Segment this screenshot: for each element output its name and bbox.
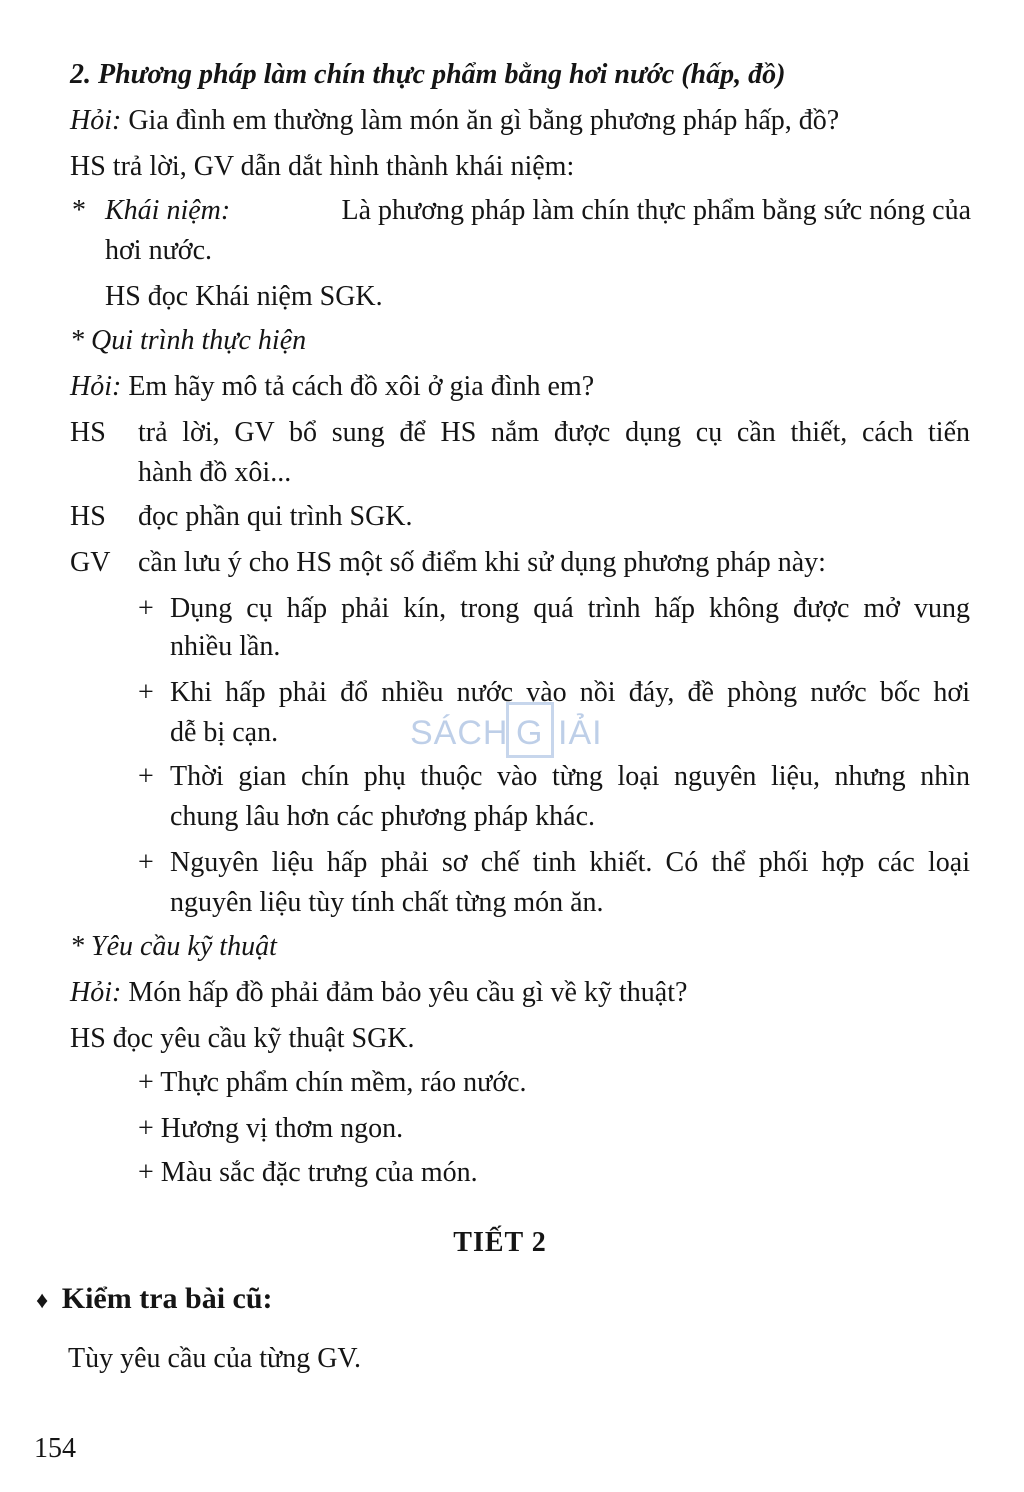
process-heading: * Qui trình thực hiện	[70, 325, 307, 356]
note-marker: +	[138, 847, 154, 878]
concept-line-2: hơi nước.	[105, 235, 212, 266]
diamond-bullet-icon: ♦	[36, 1288, 49, 1314]
concept-star: *	[72, 195, 86, 226]
gv-text: cần lưu ý cho HS một số điểm khi sử dụng phương pháp này:	[138, 547, 826, 578]
watermark-logo	[410, 700, 620, 770]
note-text-cont: nhiều lần.	[170, 631, 281, 662]
concept-text: Là phương pháp làm chín thực phẩm bằng sức nóng của	[341, 195, 971, 226]
question-1	[70, 104, 839, 138]
note-marker: +	[138, 761, 154, 792]
note-text: Thời gian chín phụ thuộc vào từng loại nguyên liệu, nhưng nhìn	[170, 761, 970, 792]
note-text-cont: chung lâu hơn các phương pháp khác.	[170, 801, 595, 832]
question-2	[70, 370, 594, 404]
section-heading: 2. Phương pháp làm chín thực phẩm bằng hơi nước (hấp, đồ)	[70, 59, 786, 90]
note-marker: +	[138, 593, 154, 624]
hs-label: HS	[70, 501, 106, 532]
review-heading	[36, 1282, 273, 1318]
hs-answer-line: HS trả lời, GV dẫn dắt hình thành khái niệm:	[70, 151, 575, 182]
note-text: Dụng cụ hấp phải kín, trong quá trình hấp không được mở vung	[170, 593, 970, 624]
question-text: Gia đình em thường làm món ăn gì bằng phương pháp hấp, đồ?	[128, 105, 840, 136]
tech-heading: * Yêu cầu kỹ thuật	[70, 931, 277, 962]
question-label: Hỏi:	[70, 977, 122, 1008]
page-number: 154	[34, 1433, 76, 1464]
question-text: Em hãy mô tả cách đồ xôi ở gia đình em?	[128, 371, 595, 402]
question-3	[70, 976, 687, 1010]
watermark-box-letter: G	[516, 714, 544, 752]
concept-label: Khái niệm:	[105, 195, 231, 226]
hs-read-text: đọc phần qui trình SGK.	[138, 501, 413, 532]
lesson-title: TIẾT 2	[453, 1227, 547, 1258]
note-text: Nguyên liệu hấp phải sơ chế tinh khiết. Có thể phối hợp các loại	[170, 847, 970, 878]
hs-answer-text-2: hành đồ xôi...	[138, 457, 292, 488]
concept-line-1	[105, 194, 971, 228]
note-text: Khi hấp phải đổ nhiều nước vào nồi đáy, đề phòng nước bốc hơi	[170, 677, 970, 708]
requirement-item: + Hương vị thơm ngon.	[138, 1113, 404, 1144]
watermark-left-text: SÁCH	[410, 714, 509, 752]
note-marker: +	[138, 677, 154, 708]
hs-answer-text-1: trả lời, GV bổ sung để HS nắm được dụng cụ cần thiết, cách tiến	[138, 417, 970, 448]
watermark-right-text: IẢI	[558, 714, 603, 752]
note-text-cont: nguyên liệu tùy tính chất từng món ăn.	[170, 887, 604, 918]
review-text: Tùy yêu cầu của từng GV.	[68, 1343, 362, 1374]
requirement-item: + Thực phẩm chín mềm, ráo nước.	[138, 1067, 527, 1098]
requirement-item: + Màu sắc đặc trưng của món.	[138, 1157, 478, 1188]
concept-read: HS đọc Khái niệm SGK.	[105, 281, 383, 312]
question-text: Món hấp đồ phải đảm bảo yêu cầu gì về kỹ thuật?	[128, 977, 688, 1008]
note-text-cont: dễ bị cạn.	[170, 717, 279, 748]
gv-label: GV	[70, 547, 111, 578]
tech-read: HS đọc yêu cầu kỹ thuật SGK.	[70, 1023, 415, 1054]
review-title: Kiểm tra bài cũ:	[61, 1282, 273, 1315]
question-label: Hỏi:	[70, 371, 122, 402]
question-label: Hỏi:	[70, 105, 122, 136]
hs-label: HS	[70, 417, 106, 448]
